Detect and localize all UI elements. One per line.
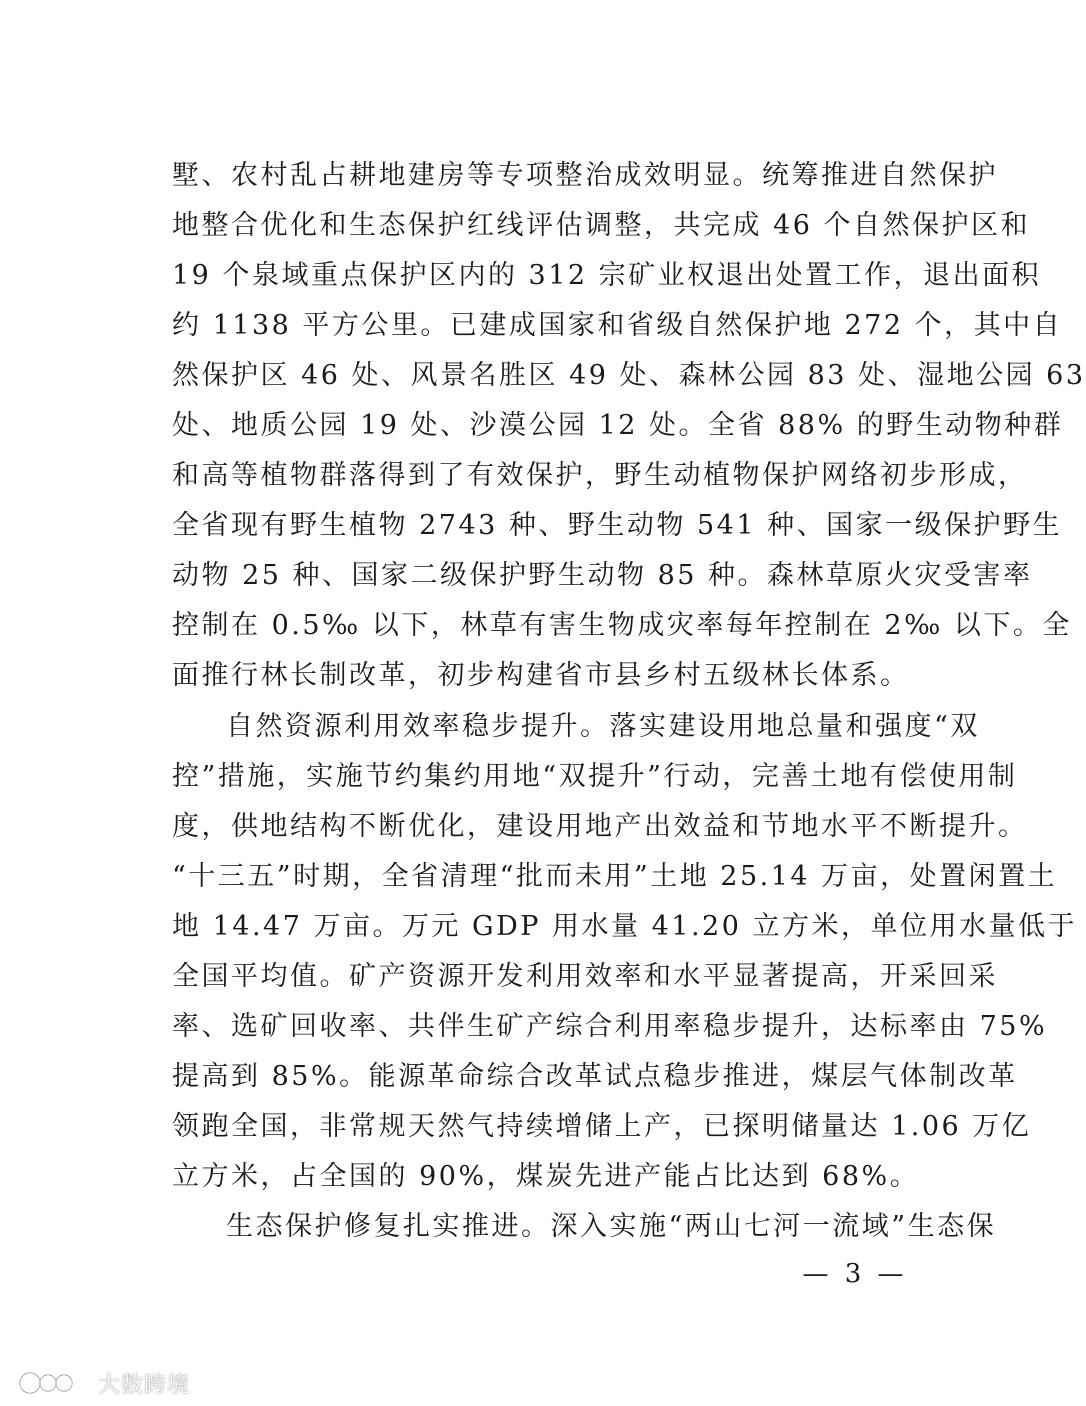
text-line: 处、地质公园 19 处、沙漠公园 12 处。全省 88% 的野生动物种群	[172, 410, 1064, 441]
text-line: 度，供地结构不断优化，建设用地产出效益和节地水平不断提升。	[172, 811, 1028, 842]
text-line: 约 1138 平方公里。已建成国家和省级自然保护地 272 个，其中自	[172, 310, 1063, 341]
text-line: 全国平均值。矿产资源开发利用效率和水平显著提高，开采回采	[172, 961, 998, 992]
text-line: 全省现有野生植物 2743 种、野生动物 541 种、国家一级保护野生	[172, 510, 1063, 541]
paragraph-first-line: 生态保护修复扎实推进。深入实施“两山七河一流域”生态保	[226, 1211, 997, 1242]
text-line: 动物 25 种、国家二级保护野生动物 85 种。森林草原火灾受害率	[172, 560, 1033, 591]
text-line: 地整合优化和生态保护红线评估调整，共完成 46 个自然保护区和	[172, 210, 1031, 241]
text-line: 和高等植物群落得到了有效保护，野生动植物保护网络初步形成，	[172, 460, 1028, 491]
text-line: 控制在 0.5‰ 以下，林草有害生物成灾率每年控制在 2‰ 以下。全	[172, 610, 1072, 641]
page-number: — 3 —	[802, 1259, 908, 1289]
paragraph-first-line: 自然资源利用效率稳步提升。落实建设用地总量和强度“双	[226, 711, 980, 742]
text-line: 立方米，占全国的 90%，煤炭先进产能占比达到 68%。	[172, 1161, 920, 1192]
watermark-text: 大数跨境	[98, 1372, 191, 1398]
text-line: 控”措施，实施节约集约用地“双提升”行动，完善土地有偿使用制	[172, 761, 1018, 792]
text-line: 19 个泉域重点保护区内的 312 宗矿业权退出处置工作，退出面积	[172, 260, 1042, 291]
dashuju-logo-icon	[18, 1369, 90, 1397]
text-line: 率、选矿回收率、共伴生矿产综合利用率稳步提升，达标率由 75%	[172, 1011, 1048, 1042]
text-line: 面推行林长制改革，初步构建省市县乡村五级林长体系。	[172, 660, 910, 691]
text-line: “十三五”时期，全省清理“批而未用”土地 25.14 万亩，处置闲置土	[172, 861, 1058, 892]
text-line: 领跑全国，非常规天然气持续增储上产，已探明储量达 1.06 万亿	[172, 1111, 1032, 1142]
text-line: 然保护区 46 处、风景名胜区 49 处、森林公园 83 处、湿地公园 63	[172, 360, 1086, 391]
text-line: 提高到 85%。能源革命综合改革试点稳步推进，煤层气体制改革	[172, 1061, 1018, 1092]
watermark	[18, 1366, 190, 1400]
text-line: 墅、农村乱占耕地建房等专项整治成效明显。统筹推进自然保护	[172, 160, 998, 191]
text-line: 地 14.47 万亩。万元 GDP 用水量 41.20 立方米，单位用水量低于	[172, 911, 1077, 942]
